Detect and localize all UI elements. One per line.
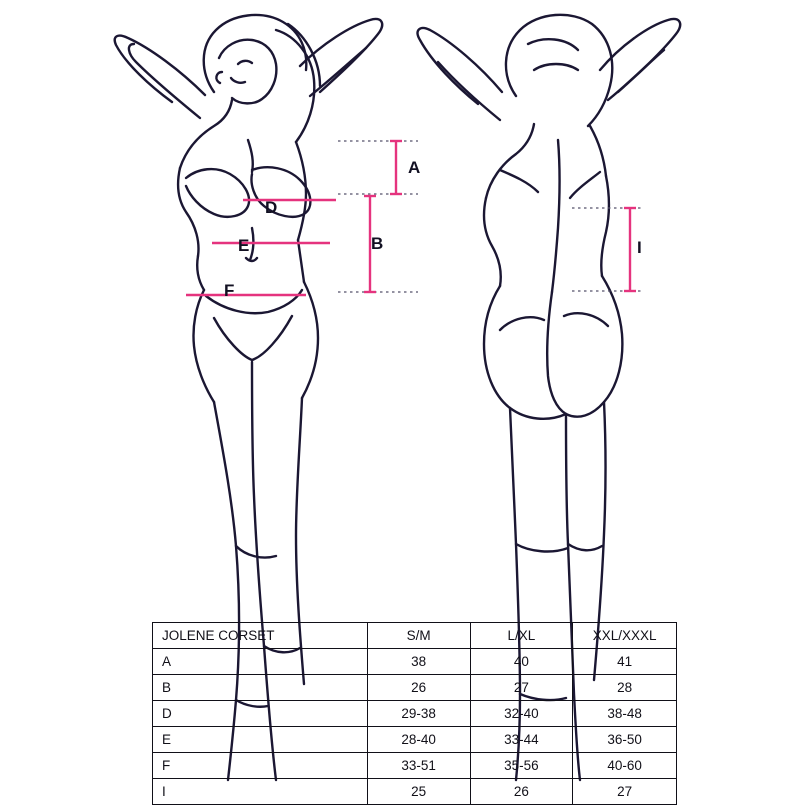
table-cell: 40-60 [573,753,677,779]
table-header-sm: S/M [367,623,470,649]
table-row-label: I [153,779,368,805]
table-cell: 32-40 [470,701,573,727]
table-cell: 28 [573,675,677,701]
table-cell: 27 [573,779,677,805]
measure-label-f: F [224,281,235,300]
table-cell: 40 [470,649,573,675]
table-row-label: E [153,727,368,753]
table-header-product: JOLENE CORSET [153,623,368,649]
table-row-label: D [153,701,368,727]
table-cell: 41 [573,649,677,675]
table-cell: 26 [367,675,470,701]
table-cell: 38 [367,649,470,675]
measure-label-d: D [265,198,278,217]
table-cell: 29-38 [367,701,470,727]
table-cell: 38-48 [573,701,677,727]
table-row [153,779,677,805]
table-cell: 26 [470,779,573,805]
table-cell: 28-40 [367,727,470,753]
table-row-label: A [153,649,368,675]
table-cell: 33-44 [470,727,573,753]
measure-label-e: E [238,236,250,255]
size-chart [152,622,677,805]
table-cell: 35-56 [470,753,573,779]
size-table [152,622,677,805]
measure-label-i: I [637,238,642,257]
table-row [153,649,677,675]
table-row-label: B [153,675,368,701]
table-cell: 25 [367,779,470,805]
measure-label-b: B [371,234,384,253]
table-row [153,753,677,779]
table-header-xxl: XXL/XXXL [573,623,677,649]
measure-label-a: A [408,158,421,177]
table-row [153,701,677,727]
table-header-row [153,623,677,649]
table-header-lxl: L/XL [470,623,573,649]
table-row [153,727,677,753]
table-cell: 33-51 [367,753,470,779]
table-cell: 36-50 [573,727,677,753]
table-cell: 27 [470,675,573,701]
table-row [153,675,677,701]
table-row-label: F [153,753,368,779]
